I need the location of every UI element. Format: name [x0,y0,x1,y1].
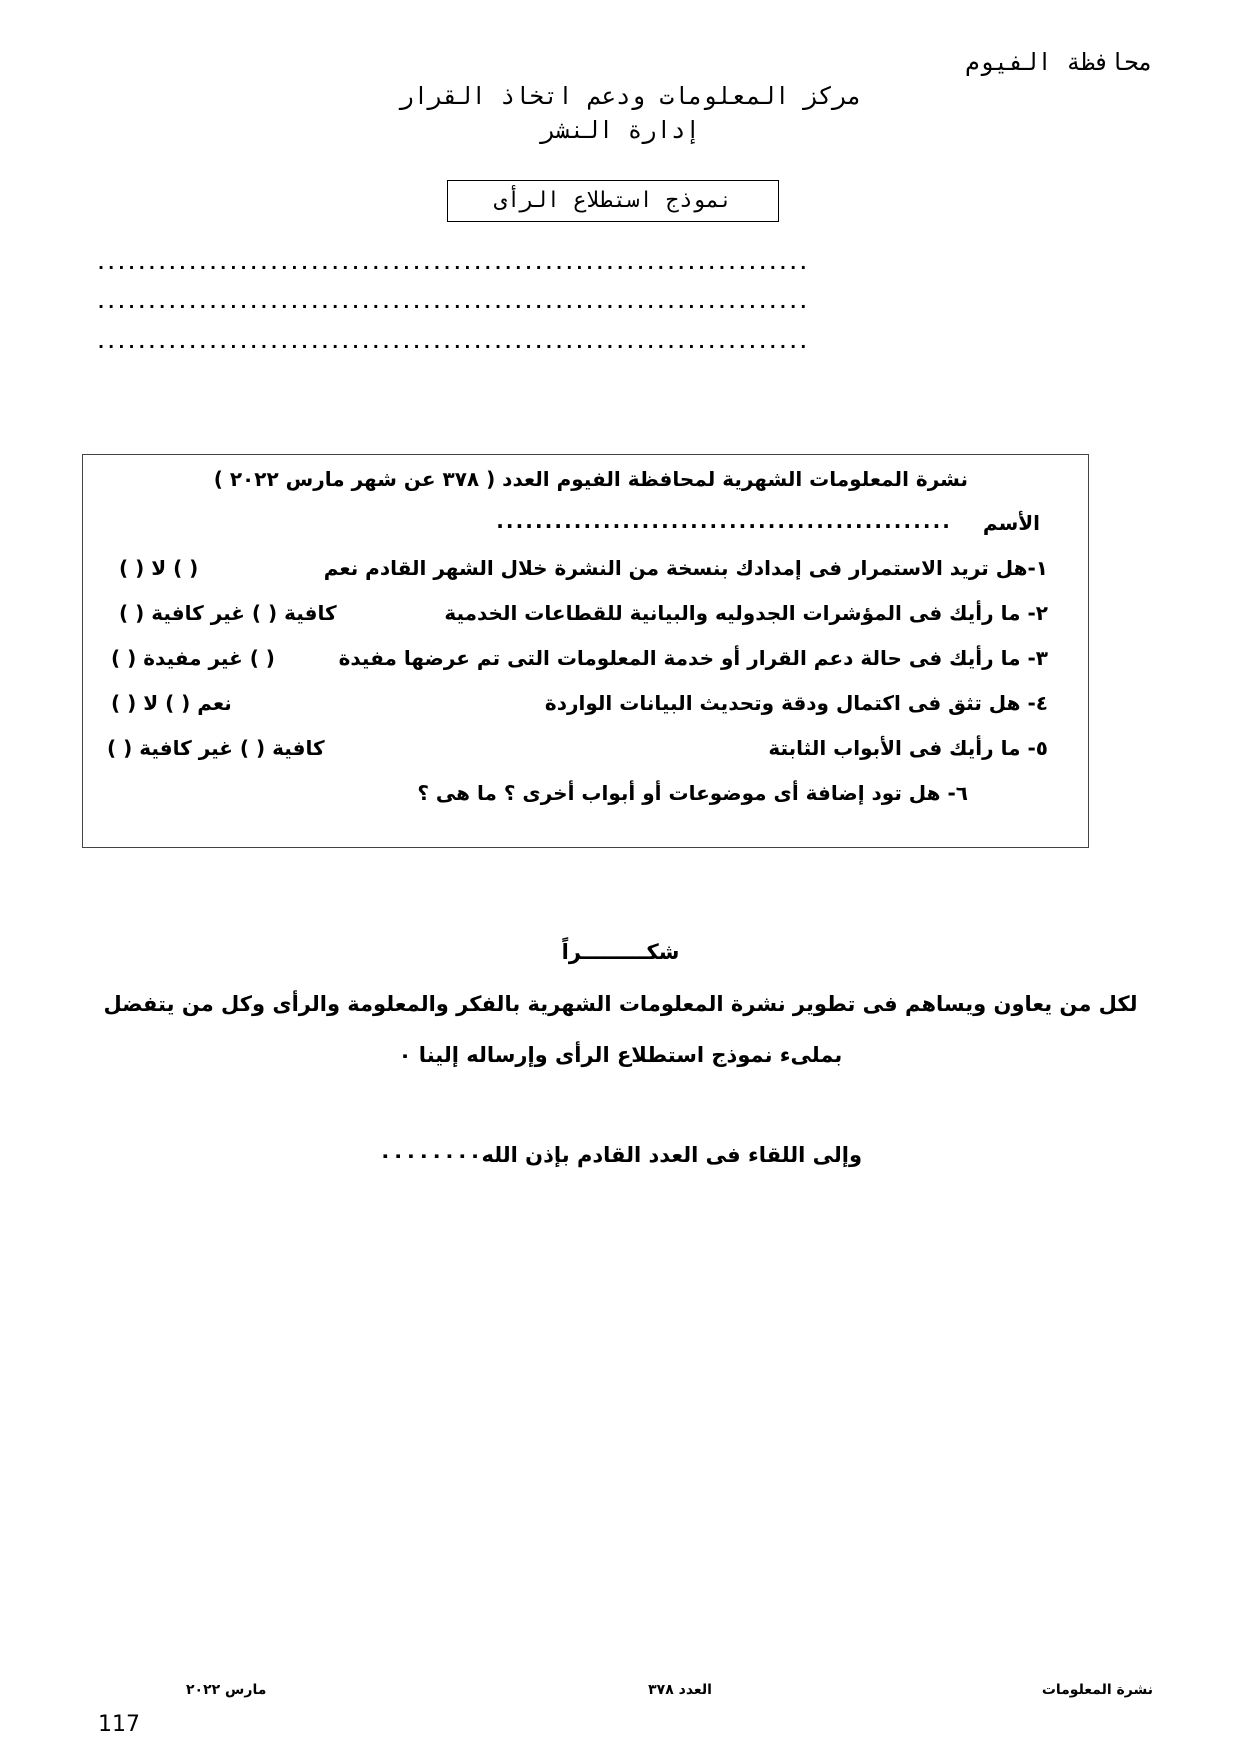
question-2: ٢- ما رأيك فى المؤشرات الجدوليه والبيانية للقطاعات الخدمية [444,601,1048,625]
department-heading: إدارة النشر [541,116,700,144]
question-4-options: نعم ( ) لا ( ) [111,691,232,715]
thanks-line-1: لكل من يعاون ويساهم فى تطوير نشرة المعلومات الشهرية بالفكر والمعلومة والرأى وكل من يتفضل [103,992,1138,1016]
thanks-line-2: بملىء نموذج استطلاع الرأى وإرساله إلينا ٠ [398,1043,843,1067]
thanks-title: شكـــــــــراً [561,940,680,964]
dotted-line-1: ...................................................................... [98,254,811,273]
question-3-options: ( ) غير مفيدة ( ) [111,646,275,670]
survey-box [82,454,1089,848]
center-heading: مركز المعلومات ودعم اتخاذ القرار [399,82,862,110]
name-field-dots: ............................................... [496,509,952,533]
question-2-options: كافية ( ) غير كافية ( ) [119,601,337,625]
footer-issue: العدد ٣٧٨ [648,1682,712,1698]
question-1: ١-هل تريد الاستمرار فى إمدادك بنسخة من النشرة خلال الشهر القادم نعم [323,556,1048,580]
question-4: ٤- هل تثق فى اكتمال ودقة وتحديث البيانات الواردة [544,691,1048,715]
footer-publication: نشرة المعلومات [1041,1682,1153,1698]
form-title-box: نموذج استطلاع الرأى [447,180,779,222]
dotted-line-3: ...................................................................... [98,333,811,352]
page-number: 117 [98,1712,140,1737]
closing-line: وإلى اللقاء فى العدد القادم بإذن الله٠٠٠٠٠٠٠٠ [378,1143,863,1167]
question-6: ٦- هل تود إضافة أى موضوعات أو أبواب أخرى ؟ ما هى ؟ [417,781,968,805]
question-5-options: كافية ( ) غير كافية ( ) [107,736,325,760]
name-label: الأسم [982,511,1040,535]
question-5: ٥- ما رأيك فى الأبواب الثابتة [768,736,1048,760]
dotted-line-2: ...................................................................... [98,293,811,312]
question-3: ٣- ما رأيك فى حالة دعم القرار أو خدمة المعلومات التى تم عرضها مفيدة [338,646,1048,670]
question-1-options: ( ) لا ( ) [119,556,199,580]
footer-date: مارس ٢٠٢٢ [186,1682,267,1698]
governorate-heading: محافظة الفيوم [965,48,1153,76]
survey-title: نشرة المعلومات الشهرية لمحافظة الفيوم العدد ( ٣٧٨ عن شهر مارس ٢٠٢٢ ) [213,467,968,491]
